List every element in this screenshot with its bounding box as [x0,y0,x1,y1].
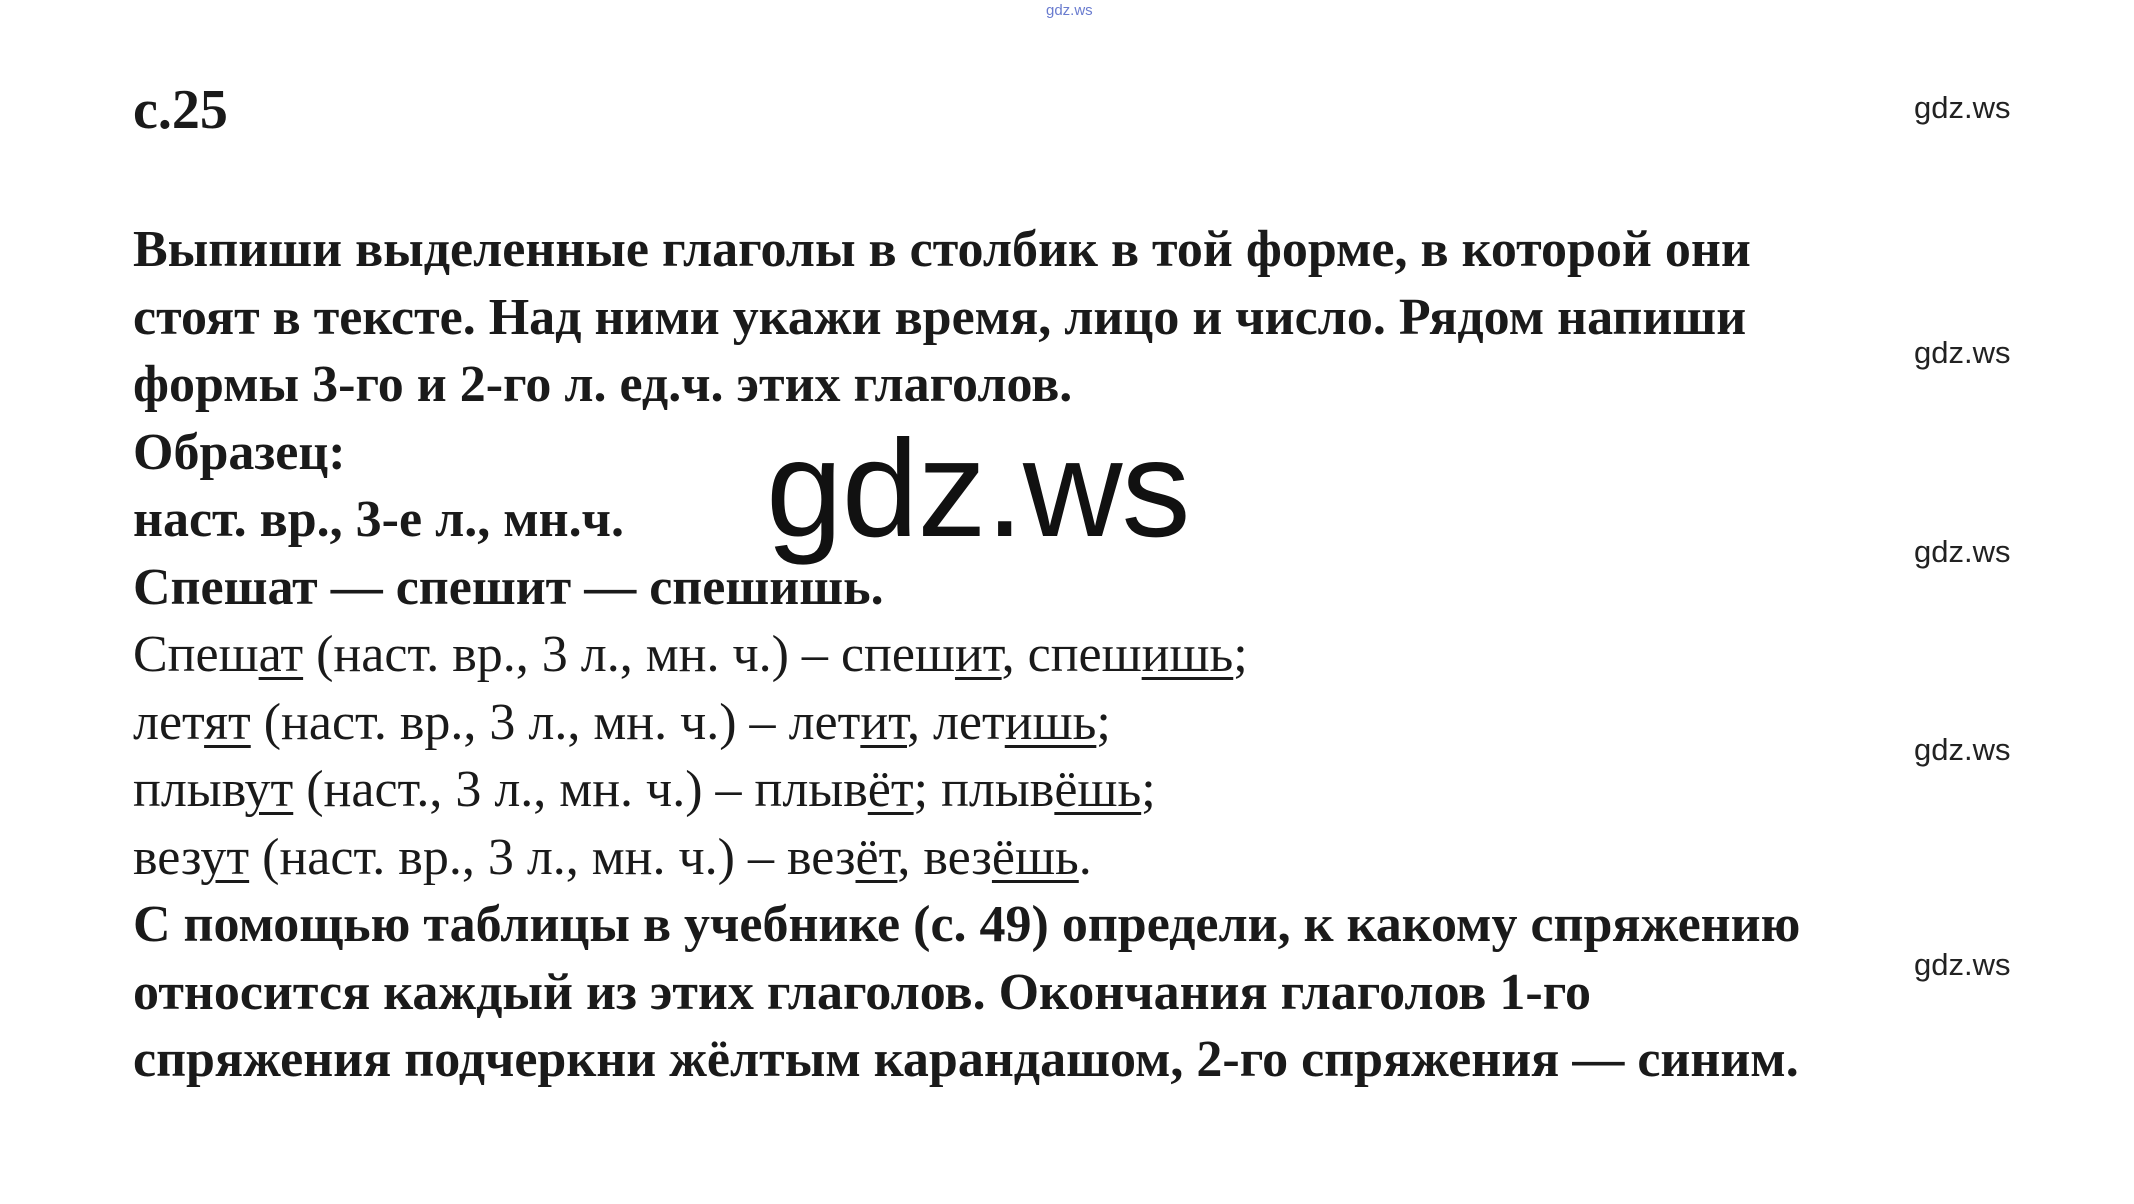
answer-line [133,824,2033,892]
punctuation: ; [1233,626,1248,683]
form2-stem: плыв [941,761,1055,818]
verb-info: (наст. вр., 3 л., мн. ч.) – [249,828,787,886]
separator: , [1001,626,1028,683]
watermark-side: gdz.ws [1914,947,2011,982]
verb-ending: ут [244,761,294,818]
form3-stem: вез [786,828,856,886]
task2-line: относится каждый из этих глаголов. Окончания глаголов 1-го [133,963,1592,1021]
task2-line: С помощью таблицы в учебнике (с. 49) определи, к какому спряжению [133,896,1801,953]
form3-ending: ит [954,626,1002,683]
verb-stem: Спеш [133,626,259,683]
verb-info: (наст. вр., 3 л., мн. ч.) – [250,693,789,751]
watermark-large: gdz.ws [766,412,1190,566]
form3-stem: лет [788,693,861,751]
verb-stem: плыв [133,761,245,818]
form3-stem: спеш [840,626,955,683]
form2-stem: спеш [1027,626,1142,683]
punctuation: ; [1096,693,1111,751]
page-number: с.25 [133,79,228,141]
task-line: стоят в тексте. Над ними укажи время, лицо и число. Рядом напиши [133,288,1747,346]
verb-stem: вез [133,828,201,886]
form2-ending: ёшь [991,828,1079,886]
watermark-side: gdz.ws [1914,90,2011,125]
verb-info: (наст. вр., 3 л., мн. ч.) – [303,626,841,683]
task-line: формы 3-го и 2-го л. ед.ч. этих глаголов. [133,356,1073,413]
sample-example: Спешат — спешит — спешишь. [133,558,884,616]
form3-ending: ит [860,693,907,751]
document-body [133,216,2033,1094]
form2-ending: ёшь [1054,761,1142,818]
watermark-side: gdz.ws [1914,335,2011,370]
separator: ; [913,761,942,818]
form2-ending: ишь [1141,626,1234,683]
form3-stem: плыв [754,761,868,818]
watermark-side: gdz.ws [1914,732,2011,767]
task-line: Выпиши выделенные глаголы в столбик в той форме, в которой они [133,221,1751,278]
verb-ending: ут [200,828,250,886]
form2-stem: лет [932,693,1005,751]
watermark-top: gdz.ws [1046,2,1093,19]
task2-line: спряжения подчеркни жёлтым карандашом, 2-го спряжения — синим. [133,1031,1799,1088]
verb-ending: ат [258,626,304,683]
form3-ending: ёт [867,761,914,818]
verb-ending: ят [204,693,251,751]
punctuation: . [1078,828,1092,886]
separator: , [897,828,924,886]
verb-info: (наст., 3 л., мн. ч.) – [293,761,755,818]
sample-tense: наст. вр., 3-е л., мн.ч. [133,491,624,548]
answer-line [133,621,2033,689]
sample-label: Образец: [133,423,346,481]
answer-line [133,756,2033,824]
watermark-side: gdz.ws [1914,534,2011,569]
verb-stem: лет [133,693,205,751]
punctuation: ; [1141,761,1156,818]
form3-ending: ёт [855,828,898,886]
form2-stem: вез [923,828,992,886]
separator: , [906,693,933,751]
answer-line [133,689,2033,757]
form2-ending: ишь [1004,693,1097,751]
